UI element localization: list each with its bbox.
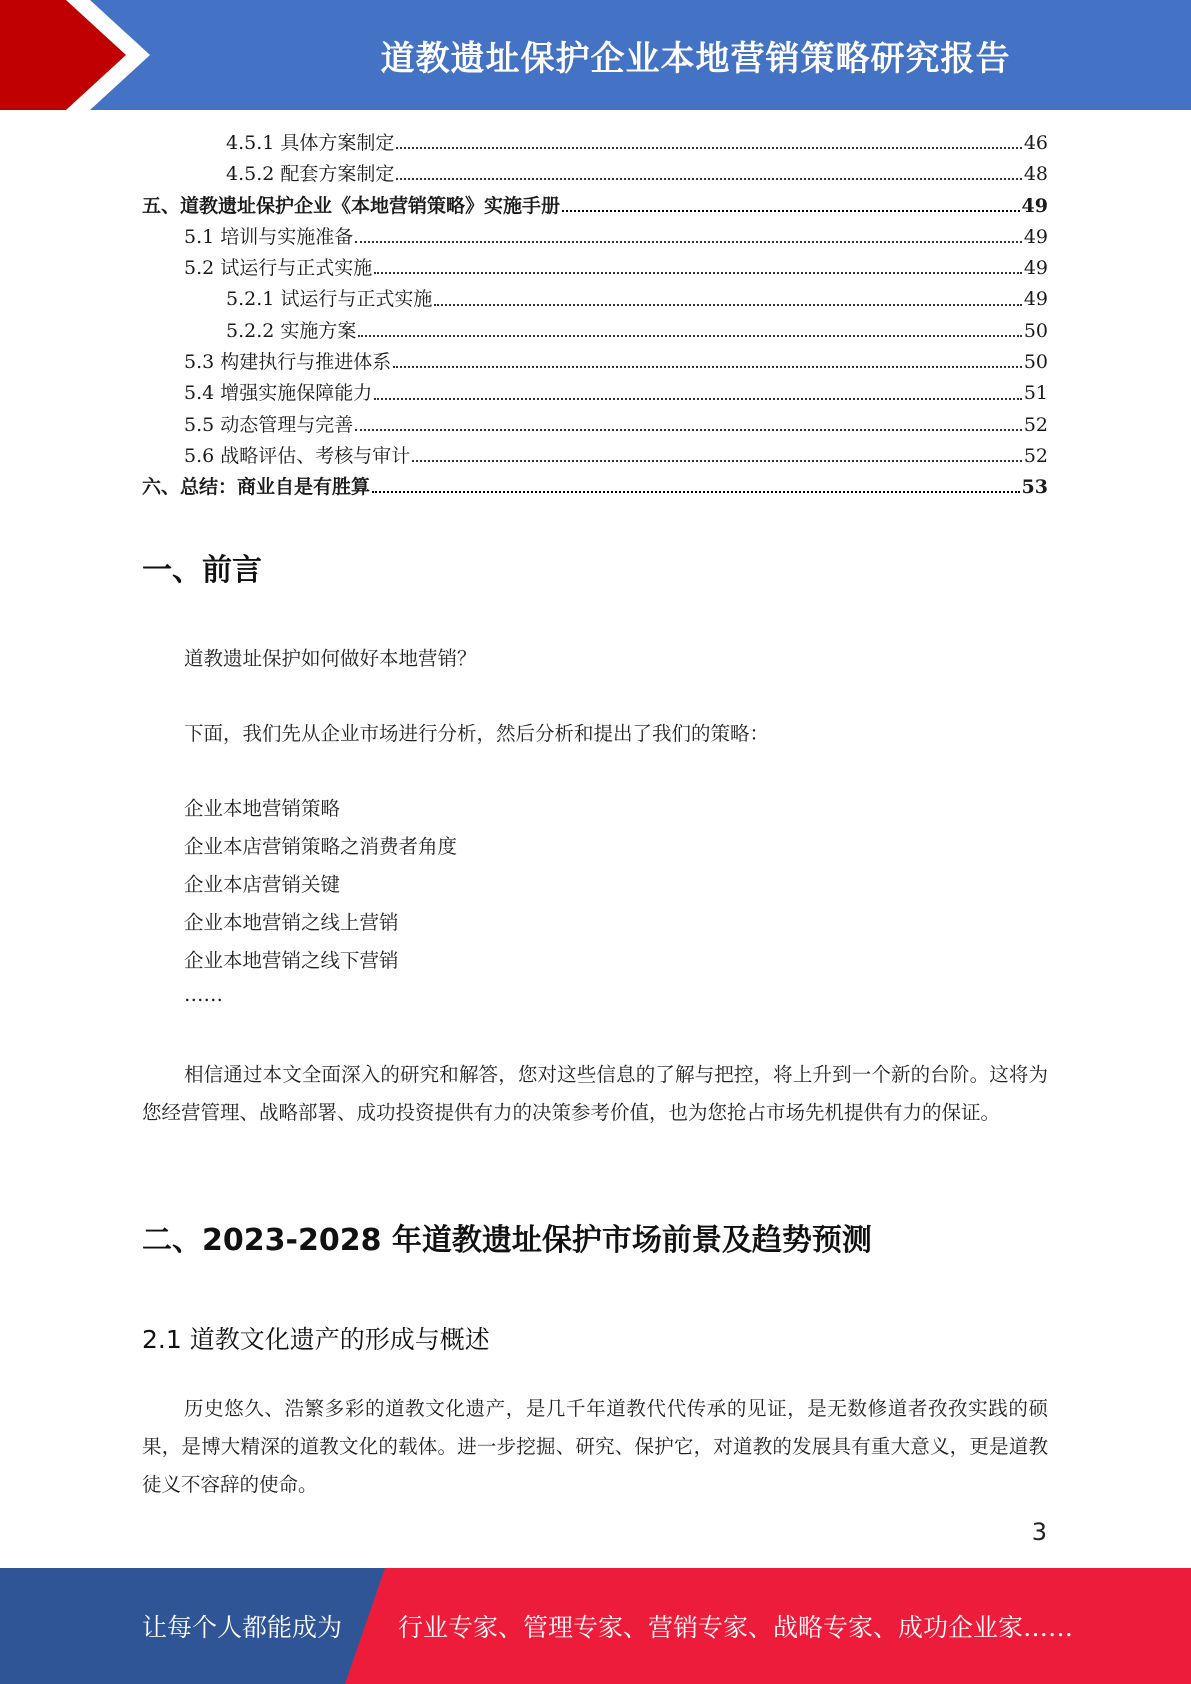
toc-entry-label: 五、道教遗址保护企业《本地营销策略》实施手册 xyxy=(142,194,561,217)
toc-entry-label: 5.2.1 试运行与正式实施 xyxy=(226,288,433,311)
toc-leader-dots xyxy=(355,240,1022,243)
page-number: 3 xyxy=(1031,1518,1047,1546)
toc-leader-dots xyxy=(396,146,1021,149)
toc-entry-page: 52 xyxy=(1023,444,1048,467)
footer-slogan-left: 让每个人都能成为 xyxy=(142,1613,343,1642)
section-heading-market-outlook: 二、2023-2028 年道教遗址保护市场前景及趋势预测 xyxy=(142,1223,872,1258)
toc-leader-dots xyxy=(358,334,1021,337)
toc-entry[interactable] xyxy=(142,128,1048,159)
toc-entry-page: 53 xyxy=(1021,476,1048,499)
toc-entry-label: 5.3 构建执行与推进体系 xyxy=(184,351,392,374)
toc-entry[interactable] xyxy=(142,191,1048,222)
toc-leader-dots xyxy=(396,177,1021,180)
toc-entry-page: 51 xyxy=(1023,382,1048,405)
strategy-list xyxy=(184,790,457,1010)
toc-entry-label: 5.2 试运行与正式实施 xyxy=(184,257,373,280)
toc-entry-page: 49 xyxy=(1023,257,1048,280)
toc-leader-dots xyxy=(355,428,1022,431)
toc-entry[interactable] xyxy=(142,316,1048,347)
subsection-heading-2-1: 2.1 道教文化遗产的形成与概述 xyxy=(142,1325,490,1354)
toc-entry-label: 4.5.1 具体方案制定 xyxy=(226,132,395,154)
toc-entry[interactable] xyxy=(142,284,1048,315)
toc-entry-page: 46 xyxy=(1023,132,1048,154)
toc-leader-dots xyxy=(434,303,1021,306)
toc-entry-page: 49 xyxy=(1021,194,1048,217)
page-header xyxy=(0,0,1191,110)
toc-entry-label: 4.5.2 配套方案制定 xyxy=(226,163,395,186)
toc-entry-page: 49 xyxy=(1023,288,1048,311)
toc-entry[interactable] xyxy=(142,410,1048,441)
toc-entry[interactable] xyxy=(142,159,1048,190)
list-item: 企业本店营销关键 xyxy=(184,873,341,896)
toc-entry-page: 50 xyxy=(1023,351,1048,374)
list-item: 企业本地营销之线下营销 xyxy=(184,949,399,972)
toc-entry-label: 5.1 培训与实施准备 xyxy=(184,225,354,248)
toc-entry-page: 52 xyxy=(1023,413,1048,436)
toc-entry-page: 48 xyxy=(1023,163,1048,186)
toc-entry[interactable] xyxy=(142,222,1048,253)
preface-question: 道教遗址保护如何做好本地营销？ xyxy=(184,647,477,670)
section-heading-preface: 一、前言 xyxy=(142,553,262,588)
preface-intro: 下面，我们先从企业市场进行分析，然后分析和提出了我们的策略： xyxy=(184,722,770,745)
subsection-paragraph: 历史悠久、浩繁多彩的道教文化遗产，是几千年道教代代传承的见证，是无数修道者孜孜实践的硕果，是博大精深的道教文化的载体。进一步挖掘、研究、保护它，对道教的发展具有重大意义，更是道教徒义不容辞的使命。 xyxy=(142,1397,1048,1496)
table-of-contents xyxy=(142,128,1048,504)
toc-leader-dots xyxy=(393,365,1022,368)
list-item: 企业本店营销策略之消费者角度 xyxy=(184,835,458,858)
toc-entry-label: 5.6 战略评估、考核与审计 xyxy=(184,444,411,467)
toc-entry-label: 六、总结：商业自是有胜算 xyxy=(142,476,371,499)
toc-leader-dots xyxy=(374,397,1022,400)
toc-entry[interactable] xyxy=(142,441,1048,472)
toc-entry-page: 50 xyxy=(1023,319,1048,342)
footer-slogan-right: 行业专家、管理专家、营销专家、战略专家、成功企业家…… xyxy=(398,1613,1074,1642)
list-item: 企业本地营销策略 xyxy=(184,797,341,820)
toc-entry-page: 49 xyxy=(1023,225,1048,248)
report-title: 道教遗址保护企业本地营销策略研究报告 xyxy=(380,38,1011,79)
toc-leader-dots xyxy=(412,459,1022,462)
toc-leader-dots xyxy=(562,209,1020,212)
toc-entry-label: 5.2.2 实施方案 xyxy=(226,319,357,342)
toc-entry[interactable] xyxy=(142,472,1048,503)
list-item: …… xyxy=(184,983,223,1006)
toc-entry-label: 5.5 动态管理与完善 xyxy=(184,413,354,436)
page-footer xyxy=(0,1568,1191,1684)
toc-entry[interactable] xyxy=(142,253,1048,284)
preface-closing-paragraph: 相信通过本文全面深入的研究和解答，您对这些信息的了解与把控，将上升到一个新的台阶。这将为您经营管理、战略部署、成功投资提供有力的决策参考价值，也为您抢占市场先机提供有力的保证。 xyxy=(142,1063,1048,1124)
list-item: 企业本地营销之线上营销 xyxy=(184,911,399,934)
toc-entry[interactable] xyxy=(142,347,1048,378)
toc-leader-dots xyxy=(372,490,1020,493)
toc-entry[interactable] xyxy=(142,378,1048,409)
toc-leader-dots xyxy=(374,271,1022,274)
toc-entry-label: 5.4 增强实施保障能力 xyxy=(184,382,373,405)
